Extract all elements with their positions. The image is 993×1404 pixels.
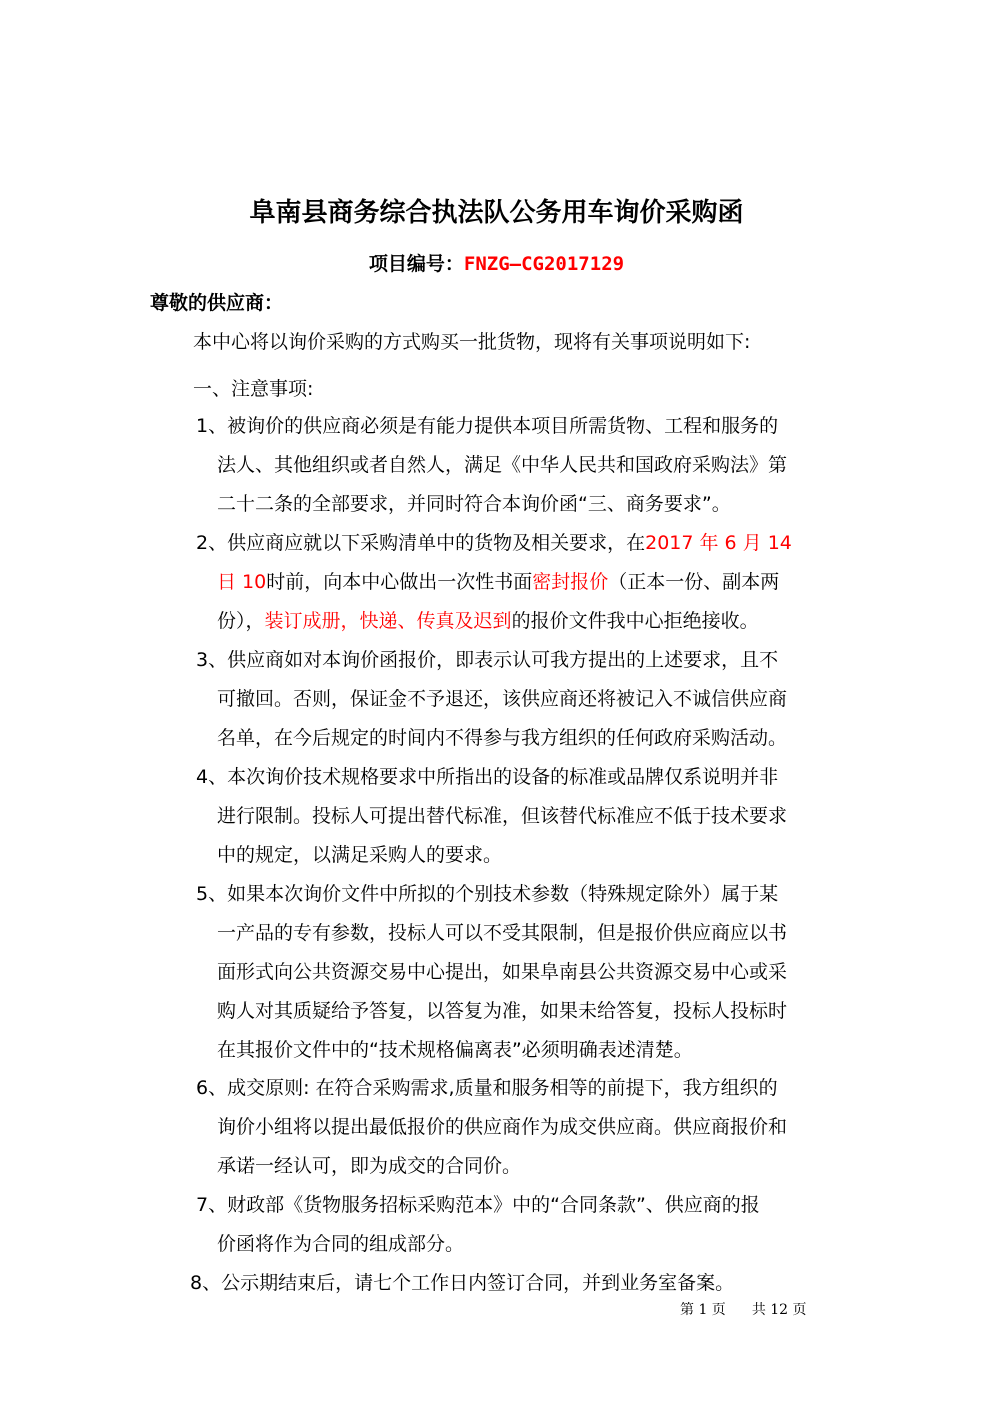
- item-text: 进行限制。投标人可提出替代标准，但该替代标准应不低于技术要求: [217, 805, 788, 827]
- item-text: 中的规定，以满足采购人的要求。: [217, 844, 503, 866]
- item-text: 成交原则: 在符合采购需求,质量和服务相等的前提下，我方组织的: [227, 1077, 778, 1099]
- sealed-quote-highlight: 密封报价: [532, 571, 609, 593]
- item-text: 一产品的专有参数，投标人可以不受其限制，但是报价供应商应以书: [217, 922, 788, 944]
- project-number-label: 项目编号：: [368, 253, 464, 275]
- item-text: 如果本次询价文件中所拟的个别技术参数（特殊规定除外）属于某: [227, 883, 779, 905]
- intro-paragraph: 本中心将以询价采购的方式购买一批货物，现将有关事项说明如下:: [193, 331, 751, 353]
- rejection-highlight: 快递、传真及迟到: [359, 610, 512, 632]
- item-text: 面形式向公共资源交易中心提出，如果阜南县公共资源交易中心或采: [217, 961, 788, 983]
- item-text: 时前，向本中心做出一次性书面: [266, 571, 533, 593]
- item-number: 8、: [190, 1272, 222, 1294]
- list-item-3: [196, 641, 836, 758]
- item-number: 6、: [196, 1077, 228, 1099]
- item-text: 公示期结束后，请七个工作日内签订合同，并到业务室备案。: [221, 1272, 735, 1294]
- item-number: 5、: [196, 883, 228, 905]
- list-item-8: [190, 1264, 830, 1303]
- item-number: 3、: [196, 649, 228, 671]
- item-text: 名单，在今后规定的时间内不得参与我方组织的任何政府采购活动。: [217, 727, 788, 749]
- item-text: 份），: [217, 610, 265, 632]
- section-heading-notes: 一、注意事项:: [193, 378, 314, 400]
- item-number: 4、: [196, 766, 228, 788]
- item-text: 可撤回。否则，保证金不予退还，该供应商还将被记入不诚信供应商: [217, 688, 788, 710]
- deadline-date: 2017 年 6 月 14: [645, 532, 792, 554]
- deadline-time: 日 10: [217, 571, 267, 593]
- item-text: 被询价的供应商必须是有能力提供本项目所需货物、工程和服务的: [227, 415, 779, 437]
- page-number: 第 1 页: [680, 1302, 726, 1318]
- page-footer: [680, 1300, 807, 1320]
- item-text: 承诺一经认可，即为成交的合同价。: [217, 1155, 522, 1177]
- item-number: 1、: [196, 415, 228, 437]
- list-item-4: [196, 758, 836, 875]
- list-item-7: [196, 1186, 836, 1264]
- bound-volume-highlight: 装订成册: [264, 610, 341, 632]
- item-text: 供应商如对本询价函报价，即表示认可我方提出的上述要求，且不: [227, 649, 779, 671]
- item-text: 二十二条的全部要求，并同时符合本询价函“三、商务要求”。: [217, 493, 731, 515]
- item-text: 在其报价文件中的“技术规格偏离表”必须明确表述清楚。: [217, 1039, 693, 1061]
- item-number: 2、: [196, 532, 228, 554]
- document-title: 阜南县商务综合执法队公务用车询价采购函: [249, 198, 744, 228]
- item-text: 的报价文件我中心拒绝接收。: [511, 610, 759, 632]
- list-item-2: [196, 524, 836, 641]
- item-text: 本次询价技术规格要求中所指出的设备的标准或品牌仅系说明并非: [227, 766, 779, 788]
- list-item-1: [196, 407, 836, 524]
- item-text: 购人对其质疑给予答复，以答复为准，如果未给答复，投标人投标时: [217, 1000, 788, 1022]
- salutation: 尊敬的供应商：: [150, 292, 284, 314]
- list-item-6: [196, 1069, 836, 1186]
- item-text: 财政部《货物服务招标采购范本》中的“合同条款”、供应商的报: [227, 1194, 760, 1216]
- item-number: 7、: [196, 1194, 228, 1216]
- item-text: 询价小组将以提出最低报价的供应商作为成交供应商。供应商报价和: [217, 1116, 788, 1138]
- project-number: [0, 248, 993, 280]
- list-item-5: [196, 875, 836, 1070]
- item-text: 价函将作为合同的组成部分。: [217, 1233, 465, 1255]
- item-text: （正本一份、副本两: [608, 571, 780, 593]
- project-number-code: FNZG—CG2017129: [463, 253, 625, 275]
- item-text: 法人、其他组织或者自然人，满足《中华人民共和国政府采购法》第: [217, 454, 788, 476]
- page-total: 共 12 页: [751, 1302, 807, 1318]
- item-text: ，: [340, 610, 360, 632]
- item-text: 供应商应就以下采购清单中的货物及相关要求，在: [227, 532, 646, 554]
